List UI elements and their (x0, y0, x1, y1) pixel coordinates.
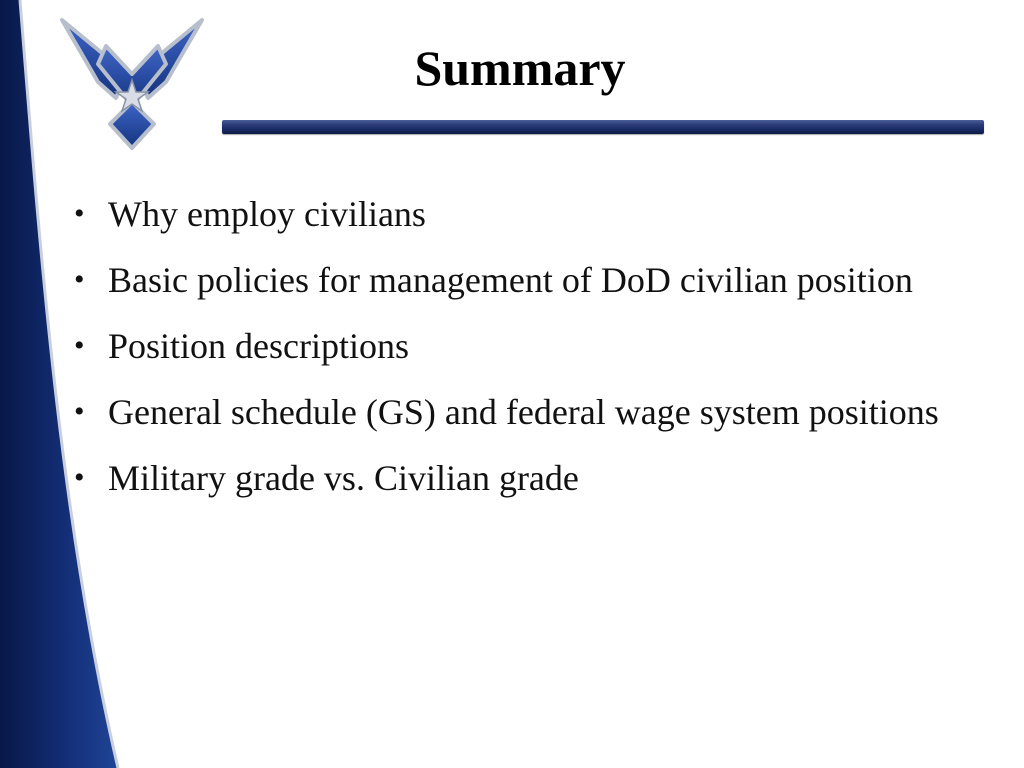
bullet-dot-icon: • (74, 329, 85, 362)
bullet-item (72, 188, 992, 240)
bullet-text: General schedule (GS) and federal wage system positions (108, 392, 939, 432)
bullet-text: Basic policies for management of DoD civilian position (108, 260, 913, 300)
bullet-dot-icon: • (74, 263, 85, 296)
bullet-dot-icon: • (74, 395, 85, 428)
air-force-wings-logo (56, 6, 208, 152)
title-underline-bar (222, 120, 984, 134)
bullet-dot-icon: • (74, 197, 85, 230)
bullet-text: Why employ civilians (108, 194, 426, 234)
bullet-text: Military grade vs. Civilian grade (108, 458, 579, 498)
bullet-item (72, 254, 992, 306)
bullet-text: Position descriptions (108, 326, 410, 366)
bullet-item (72, 452, 992, 504)
bullet-item (72, 386, 992, 438)
bullet-list (72, 188, 992, 518)
bullet-item (72, 320, 992, 372)
slide-title: Summary (414, 40, 626, 96)
bullet-dot-icon: • (74, 461, 85, 494)
